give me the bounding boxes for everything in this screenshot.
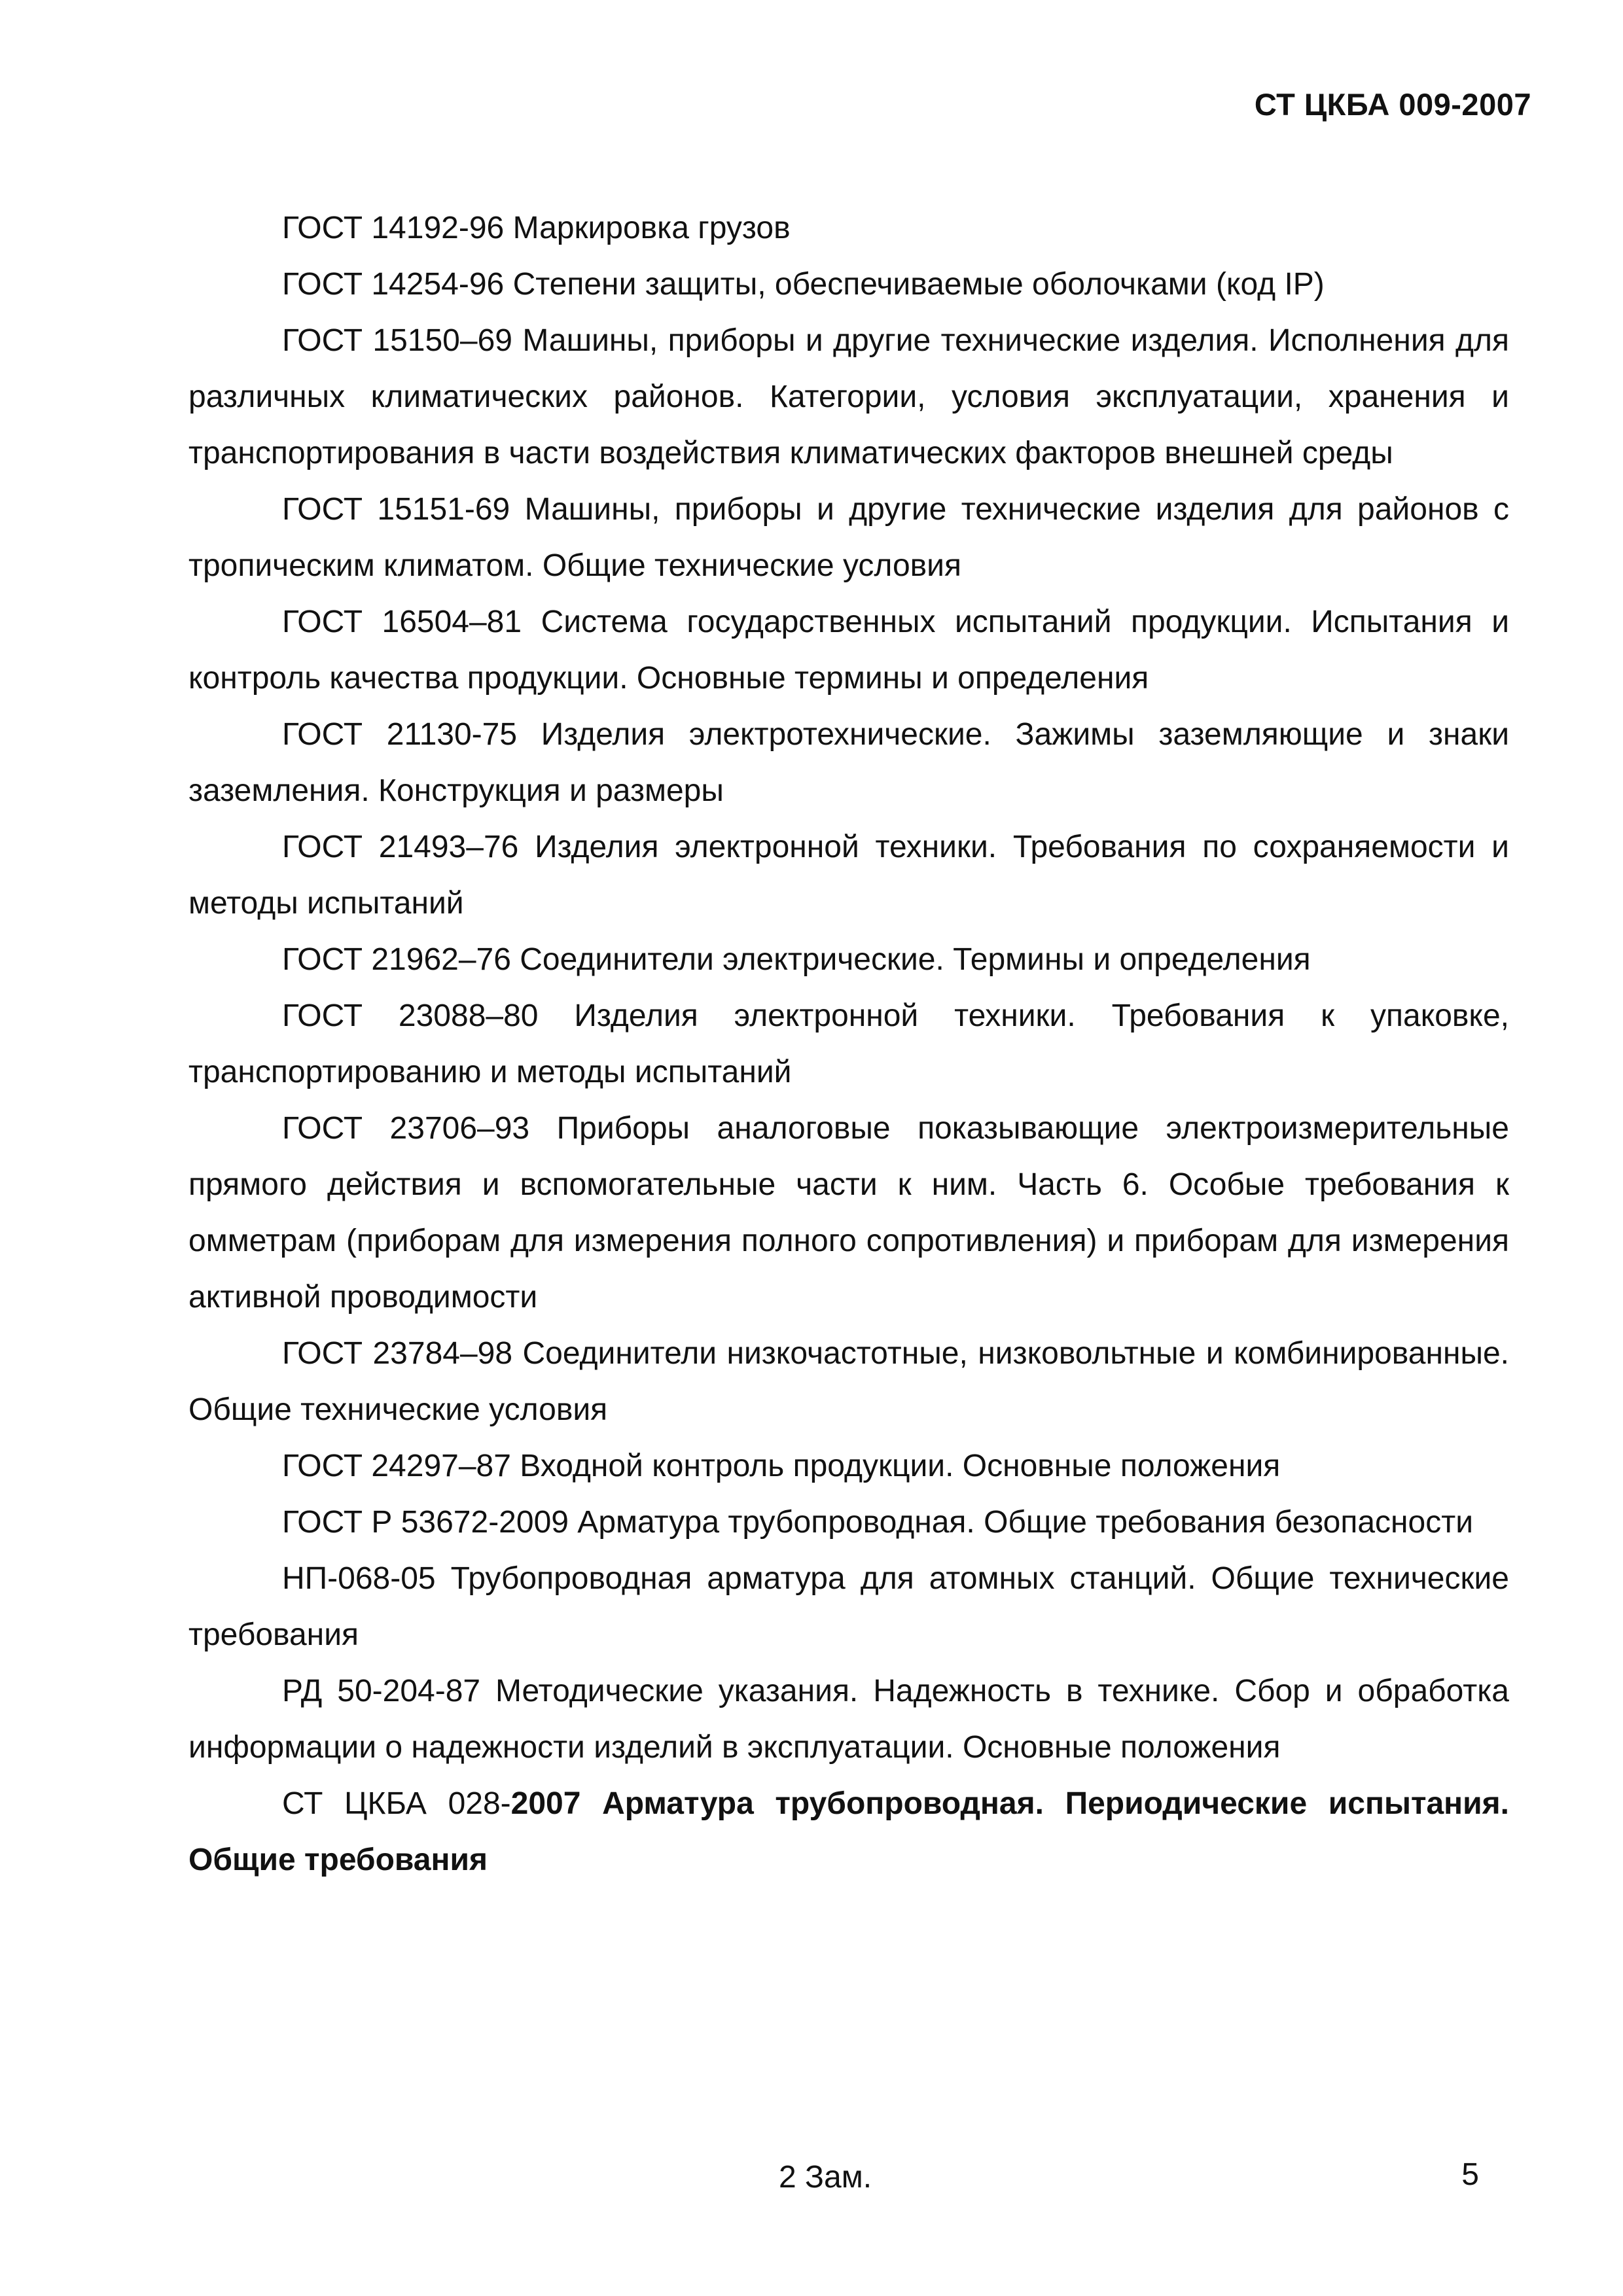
reference-title: Соединители низкочастотные, низковольтные и комбинированные. Общие технические условия (188, 1336, 1510, 1427)
reference-code: ГОСТ 23706–93 (282, 1111, 530, 1146)
reference-item (188, 313, 1509, 482)
reference-title: Изделия электронной техники. Требования к упаковке, транспортированию и методы испытаний (188, 998, 1510, 1089)
reference-code-year: 2007 (510, 1786, 581, 1821)
reference-item (188, 594, 1509, 707)
reference-title: Маркировка грузов (512, 211, 791, 245)
reference-item (188, 932, 1509, 988)
reference-title: Трубопроводная арматура для атомных станций. Общие технические требования (188, 1561, 1509, 1652)
reference-item (188, 1326, 1509, 1438)
reference-code: ГОСТ 24297–87 (282, 1449, 511, 1483)
reference-item (188, 1494, 1509, 1551)
reference-code: ГОСТ 21130-75 (282, 717, 518, 752)
reference-item (188, 1551, 1509, 1663)
reference-title: Входной контроль продукции. Основные положения (520, 1449, 1281, 1483)
reference-title: Арматура трубопроводная. Периодические испытания. Общие требования (188, 1786, 1509, 1877)
reference-title: Соединители электрические. Термины и определения (520, 942, 1311, 977)
reference-title: Машины, приборы и другие технические изделия. Исполнения для различных климатических районов. Категории, условия эксплуатации, хранения и транспортирования в части воздействия климатических факторов внешней среды (188, 323, 1510, 470)
reference-title: Степени защиты, обеспечиваемые оболочками (код IP) (512, 267, 1325, 302)
change-note: 2 Зам. (779, 2160, 872, 2195)
reference-item (188, 1663, 1509, 1776)
reference-code: РД 50-204-87 (282, 1674, 481, 1708)
reference-code: ГОСТ 15150–69 (282, 323, 512, 358)
reference-code: ГОСТ 14254-96 (282, 267, 505, 302)
page-number: 5 (1461, 2157, 1479, 2192)
reference-item (188, 1438, 1509, 1494)
reference-title: Система государственных испытаний продукции. Испытания и контроль качества продукции. Основные термины и определения (188, 605, 1510, 696)
normative-references-list (188, 200, 1509, 1888)
reference-item (188, 819, 1509, 932)
reference-item-last (188, 1776, 1509, 1888)
reference-title: Машины, приборы и другие технические изделия для районов с тропическим климатом. Общие технические условия (188, 492, 1509, 583)
document-code: СТ ЦКБА 009-2007 (1254, 87, 1531, 122)
reference-title: Изделия электротехнические. Зажимы заземляющие и знаки заземления. Конструкция и размеры (188, 717, 1510, 808)
reference-item (188, 988, 1509, 1101)
reference-code: ГОСТ 23784–98 (282, 1336, 513, 1371)
reference-item (188, 707, 1509, 819)
reference-title: Арматура трубопроводная. Общие требования безопасности (577, 1505, 1474, 1540)
reference-title: Приборы аналоговые показывающие электроизмерительные прямого действия и вспомогательные части к ним. Часть 6. Особые требования к омметрам (приборам для измерения полного сопротивления) и приборам для измерения активной проводимости (188, 1111, 1509, 1315)
reference-code: НП-068-05 (282, 1561, 436, 1596)
reference-code-prefix: СТ ЦКБА 028- (282, 1786, 511, 1821)
reference-code: ГОСТ 16504–81 (282, 605, 522, 639)
reference-code: ГОСТ 21493–76 (282, 830, 519, 864)
reference-code: ГОСТ 15151-69 (282, 492, 510, 527)
reference-item (188, 200, 1509, 256)
reference-item (188, 1101, 1509, 1326)
reference-code: ГОСТ 14192-96 (282, 211, 505, 245)
reference-item (188, 256, 1509, 313)
reference-code: ГОСТ 21962–76 (282, 942, 511, 977)
reference-code: ГОСТ Р 53672-2009 (282, 1505, 569, 1540)
reference-title: Изделия электронной техники. Требования по сохраняемости и методы испытаний (188, 830, 1509, 921)
reference-item (188, 482, 1509, 594)
reference-title: Методические указания. Надежность в технике. Сбор и обработка информации о надежности изделий в эксплуатации. Основные положения (188, 1674, 1510, 1765)
reference-code: ГОСТ 23088–80 (282, 998, 539, 1033)
